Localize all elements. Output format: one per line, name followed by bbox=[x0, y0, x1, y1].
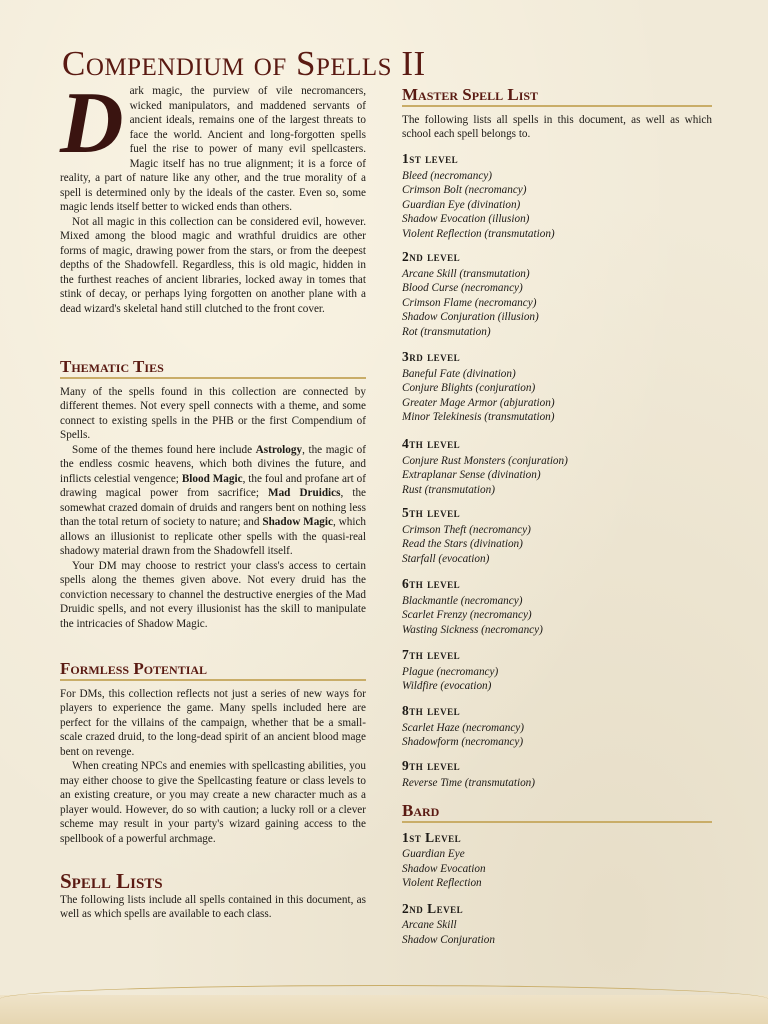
spell-entry: Scarlet Frenzy (necromancy) bbox=[402, 609, 532, 622]
spell-level-heading: 5th level bbox=[402, 505, 461, 520]
theme-mad-druidics: Mad Druidics bbox=[268, 487, 341, 499]
spell-level-block bbox=[402, 577, 543, 637]
spell-entry: Violent Reflection (transmutation) bbox=[402, 227, 555, 240]
spell-level-heading: 7th level bbox=[402, 647, 461, 662]
spell-entry: Crimson Theft (necromancy) bbox=[402, 523, 531, 536]
spell-level-heading: 1st Level bbox=[402, 829, 462, 845]
spell-level-block bbox=[402, 704, 524, 750]
spell-level-heading: 6th level bbox=[402, 576, 461, 591]
spell-entry: Wasting Sickness (necromancy) bbox=[402, 623, 543, 636]
master-spell-list-intro: The following lists all spells in this document, as well as which school each spell belongs to. bbox=[402, 113, 712, 140]
intro-paragraph-1 bbox=[60, 75, 366, 215]
spell-entry: Shadow Conjuration bbox=[402, 933, 495, 946]
spell-entry: Greater Mage Armor (abjuration) bbox=[402, 396, 555, 409]
spell-entry: Starfall (evocation) bbox=[402, 552, 490, 565]
spell-level-heading: 1st level bbox=[402, 151, 459, 166]
bard-section bbox=[402, 801, 712, 946]
spell-level-block bbox=[402, 831, 486, 891]
spell-level-block bbox=[402, 506, 531, 566]
right-column bbox=[402, 85, 712, 946]
spell-level-heading: 3rd level bbox=[402, 349, 461, 364]
spell-level-block bbox=[402, 152, 555, 241]
thematic-text-a: Some of the themes found here include bbox=[72, 443, 256, 456]
spell-level-heading: 2nd Level bbox=[402, 900, 464, 916]
spell-entry: Shadow Evocation bbox=[402, 862, 486, 875]
spell-entry: Bleed (necromancy) bbox=[402, 169, 492, 182]
spell-level-heading: 8th level bbox=[402, 703, 461, 718]
spell-entry: Violent Reflection bbox=[402, 877, 482, 890]
thematic-text-b: , the magic of the endless cosmic heavens, which both divines the future, and inflicts celestial vengence; bbox=[60, 443, 366, 485]
spell-entry: Blood Curse (necromancy) bbox=[402, 282, 523, 295]
spell-entry: Crimson Flame (necromancy) bbox=[402, 296, 537, 309]
spell-level-heading: 4th level bbox=[402, 436, 461, 451]
thematic-paragraph-1: Many of the spells found in this collection are connected by different themes. Not every spell connects with a theme, and some connect to existing spells in the PHB or the first Compendium of Spells. bbox=[60, 385, 366, 441]
spell-entry: Wildfire (evocation) bbox=[402, 680, 492, 693]
thematic-ties-section bbox=[60, 357, 367, 631]
spell-level-block bbox=[402, 902, 495, 948]
formless-potential-heading: Formless Potential bbox=[60, 662, 366, 681]
spell-entry: Scarlet Haze (necromancy) bbox=[402, 721, 524, 734]
spell-entry: Baneful Fate (divination) bbox=[402, 367, 516, 380]
spell-entry: Arcane Skill bbox=[402, 919, 457, 931]
spell-level-heading: 2nd level bbox=[402, 249, 461, 264]
spell-entry: Guardian Eye bbox=[402, 848, 465, 860]
spell-lists-paragraph: The following lists include all spells contained in this document, as well as which spells are available to each class. bbox=[60, 893, 366, 920]
thematic-paragraph-2 bbox=[60, 443, 366, 559]
spell-lists-section bbox=[60, 869, 366, 922]
formless-paragraph-2: When creating NPCs and enemies with spellcasting abilities, you may either choose to give the Spellcasting feature or class levels to an existing creature, or you may create a new character much as a player would. However, do so with caution; a lucky roll or a clever scheme may result in your party's wizard gaining access to the spellbook of a powerful archmage. bbox=[60, 760, 366, 845]
intro-text-1: ark magic, the purview of vile necromancers, wicked manipulators, and maddened servants of ancient ideals, remains one of the largest threats to face the world. Ancient and long-forgotten spells fuel the rise to power of many evil spellcasters. Magic itself has no true alignment; it is a force of reality, a part of nature like any other, and the true morality of a spell is determined only by the ideals of the caster. Even so, some magic lends itself better to wicked ends than others. bbox=[60, 85, 366, 213]
thematic-text-c: , the foul and profane art of drawing magical power from sacrifice; bbox=[60, 472, 366, 499]
spell-level-block bbox=[402, 350, 555, 425]
spell-entry: Shadow Conjuration (illusion) bbox=[402, 311, 539, 324]
spell-level-block bbox=[402, 250, 539, 339]
thematic-paragraph-3: Your DM may choose to restrict your class's access to certain spells along the themes given above. Not every druid has the conviction necessary to channel the destructive energies of the Mad Druidic spells, and not every illusionist has the skill to manipulate the intricacies of Shadow Magic. bbox=[60, 559, 366, 630]
spell-level-block bbox=[402, 437, 568, 497]
spell-entry: Read the Stars (divination) bbox=[402, 538, 523, 551]
thematic-text-e: , which allows an illusionist to replicate other spells with the quasi-real shadowy material drawn from the Shadowfell itself. bbox=[60, 516, 366, 557]
spell-entry: Crimson Bolt (necromancy) bbox=[402, 184, 527, 197]
spell-entry: Minor Telekinesis (transmutation) bbox=[402, 411, 555, 424]
bard-heading: Bard bbox=[402, 804, 712, 823]
thematic-ties-heading: Thematic Ties bbox=[60, 360, 366, 379]
spell-level-block bbox=[402, 648, 498, 694]
spell-level-heading: 9th level bbox=[402, 758, 461, 773]
formless-paragraph-1: For DMs, this collection reflects not just a series of new ways for players to experience the game. Many spells included here are perfect for the villains of the campaign, whether that be a small-scale crazed druid, to the long-dead spirit of an ancient blood mage bent on revenge. bbox=[60, 687, 366, 758]
spell-entry: Arcane Skill (transmutation) bbox=[402, 267, 530, 280]
theme-blood-magic: Blood Magic bbox=[181, 472, 243, 485]
spell-entry: Blackmantle (necromancy) bbox=[402, 594, 523, 607]
spell-entry: Guardian Eye (divination) bbox=[402, 198, 521, 211]
intro-section bbox=[60, 75, 366, 316]
spell-entry: Plague (necromancy) bbox=[402, 665, 499, 678]
spell-level-block bbox=[402, 759, 535, 790]
page-footer-border bbox=[0, 985, 768, 1006]
spell-entry: Shadowform (necromancy) bbox=[402, 736, 524, 749]
spell-entry: Conjure Rust Monsters (conjuration) bbox=[402, 454, 568, 467]
page-title: Compendium of Spells II bbox=[62, 44, 426, 83]
theme-shadow-magic: Shadow Magic bbox=[262, 516, 333, 528]
thematic-text-d: , the somewhat crazed domain of druids and rangers bent on nothing less than the total return of society to nature; and bbox=[60, 487, 367, 528]
spell-entry: Reverse Time (transmutation) bbox=[402, 776, 535, 789]
formless-potential-section bbox=[60, 659, 366, 846]
drop-cap: D bbox=[60, 75, 124, 172]
master-spell-list-heading: Master Spell List bbox=[402, 88, 712, 107]
spell-entry: Shadow Evocation (illusion) bbox=[402, 213, 530, 226]
spell-entry: Rot (transmutation) bbox=[402, 325, 491, 338]
theme-astrology: Astrology bbox=[255, 443, 303, 456]
spell-entry: Rust (transmutation) bbox=[402, 483, 495, 496]
spell-entry: Conjure Blights (conjuration) bbox=[402, 382, 536, 395]
intro-paragraph-2: Not all magic in this collection can be considered evil, however. Mixed among the blood magic and wrathful druidics are other forms of magic, drawing power from the stars, or from the deepest depths of the Shadowfell. Regardless, this is old magic, hidden in the furthest reaches of ancient libraries, locked away in tomes that stink of decay, or perhaps lying forgotten on another plane with a dead wizard's skeletal hand still clutched to the front cover. bbox=[60, 215, 366, 315]
spell-lists-heading: Spell Lists bbox=[60, 869, 163, 893]
spell-entry: Extraplanar Sense (divination) bbox=[402, 469, 541, 482]
